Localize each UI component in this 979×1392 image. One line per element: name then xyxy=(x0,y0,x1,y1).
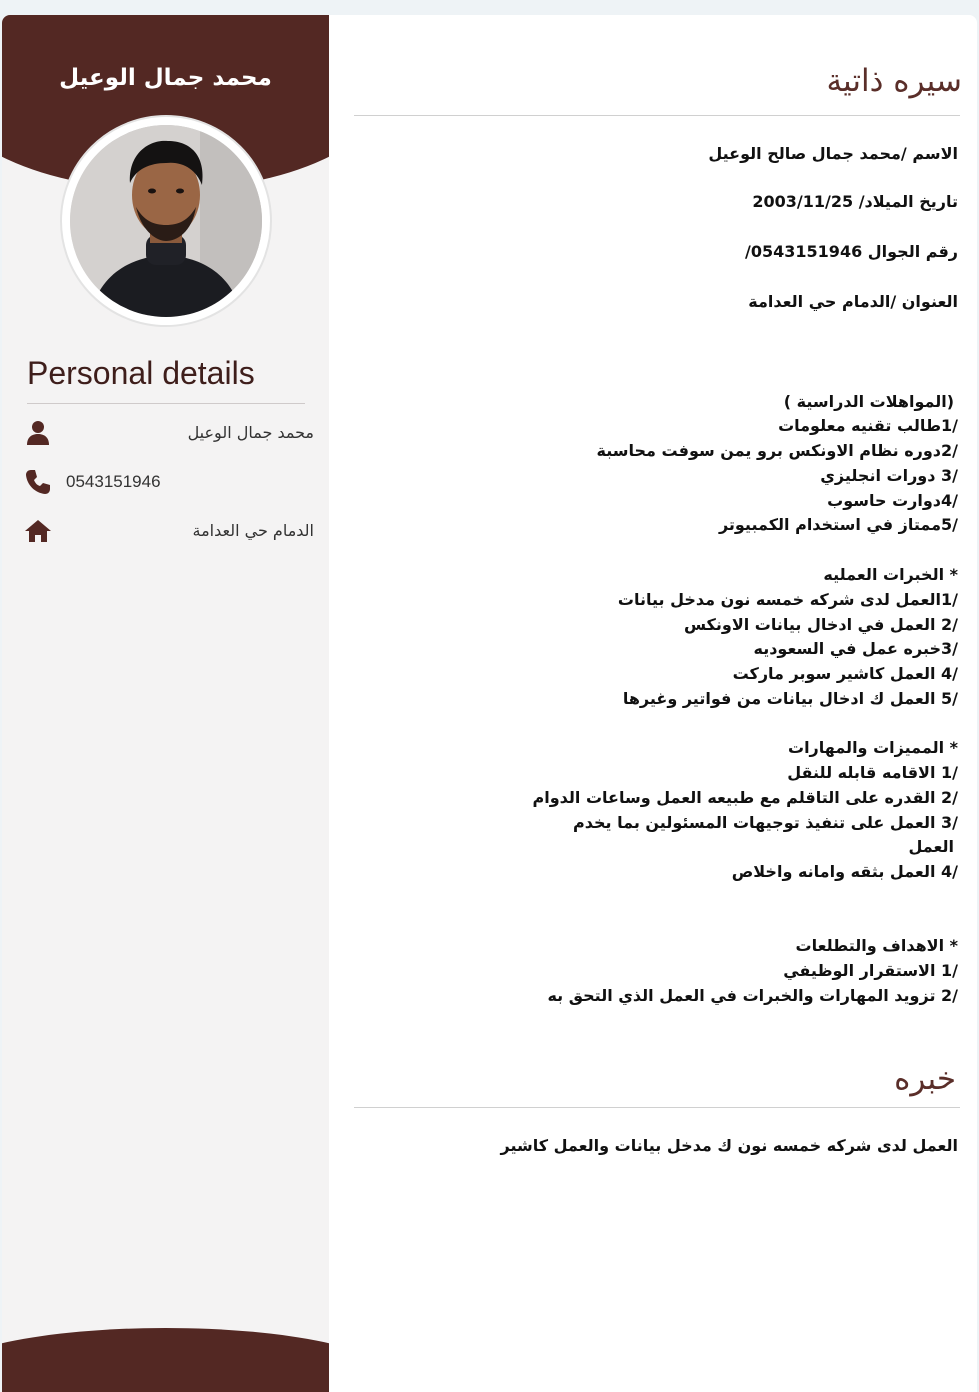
list-item: /1 الاستقرار الوظيفي xyxy=(783,961,958,980)
list-item: /1طالب تقنيه معلومات xyxy=(778,416,958,435)
home-icon xyxy=(24,517,52,545)
work-text: العمل لدى شركه خمسه نون ك مدخل بيانات والعمل كاشير xyxy=(500,1136,958,1155)
experience-heading: * الخبرات العمليه xyxy=(823,565,958,584)
list-item: /5ممتاز في استخدام الكمبيوتر xyxy=(718,515,958,534)
list-item: /3 دورات انجليزي xyxy=(820,466,958,485)
detail-phone: 0543151946 xyxy=(66,472,161,491)
list-item: /5 العمل ك ادخال بيانات من فواتير وغيرها xyxy=(622,689,958,708)
cv-page xyxy=(2,15,977,1392)
list-item: /1العمل لدى شركه خمسه نون مدخل بيانات xyxy=(617,590,958,609)
sidebar xyxy=(2,15,329,1392)
qualifications-heading: (المواهلات الدراسية ) xyxy=(783,392,954,411)
work-title: خبره xyxy=(894,1061,956,1097)
basic-mobile: رقم الجوال 0543151946/ xyxy=(745,242,958,261)
sidebar-footer-background xyxy=(2,1328,329,1392)
list-item: /4 العمل كاشير سوبر ماركت xyxy=(732,664,958,683)
detail-row-phone xyxy=(24,466,314,498)
goals-heading: * الاهداف والتطلعات xyxy=(795,936,958,955)
main-content xyxy=(354,15,962,1392)
list-item: /2 تزويد المهارات والخبرات في العمل الذي التحق به xyxy=(547,986,958,1005)
detail-name: محمد جمال الوعيل xyxy=(187,423,314,442)
profile-photo xyxy=(70,125,262,317)
cv-title: سيره ذاتية xyxy=(826,63,962,99)
detail-row-name xyxy=(24,417,314,449)
avatar xyxy=(60,115,272,327)
list-item: /2 العمل في ادخال بيانات الاونكس xyxy=(683,615,958,634)
detail-address: الدمام حي العدامة xyxy=(192,521,314,540)
divider xyxy=(27,403,305,404)
detail-row-address xyxy=(24,515,314,547)
list-item: العمل xyxy=(908,837,954,856)
personal-details-title: Personal details xyxy=(27,355,255,391)
list-item: /3خبره عمل في السعوديه xyxy=(753,639,958,658)
divider xyxy=(354,1107,960,1108)
list-item: /4دوارت حاسوب xyxy=(827,491,958,510)
phone-icon xyxy=(24,468,52,496)
divider xyxy=(354,115,960,116)
list-item: /4 العمل بثقه وامانه واخلاص xyxy=(731,862,958,881)
skills-heading: * المميزات والمهارات xyxy=(787,738,958,757)
person-silhouette-icon xyxy=(70,125,262,317)
list-item: /2 القدره على التاقلم مع طبيعه العمل وساعات الدوام xyxy=(532,788,958,807)
basic-name: الاسم /محمد جمال صالح الوعيل xyxy=(708,144,958,163)
user-icon xyxy=(24,419,52,447)
list-item: /2دوره نظام الاونكس برو يمن سوفت محاسبة xyxy=(596,441,958,460)
sidebar-name: محمد جمال الوعيل xyxy=(59,65,272,91)
list-item: /3 العمل على تنفيذ توجيهات المسئولين بما يخدم xyxy=(573,813,958,832)
basic-address: العنوان /الدمام حي العدامة xyxy=(748,292,958,311)
basic-birth: تاريخ الميلاد/ 2003/11/25 xyxy=(752,192,958,211)
list-item: /1 الاقامه قابله للنقل xyxy=(787,763,958,782)
